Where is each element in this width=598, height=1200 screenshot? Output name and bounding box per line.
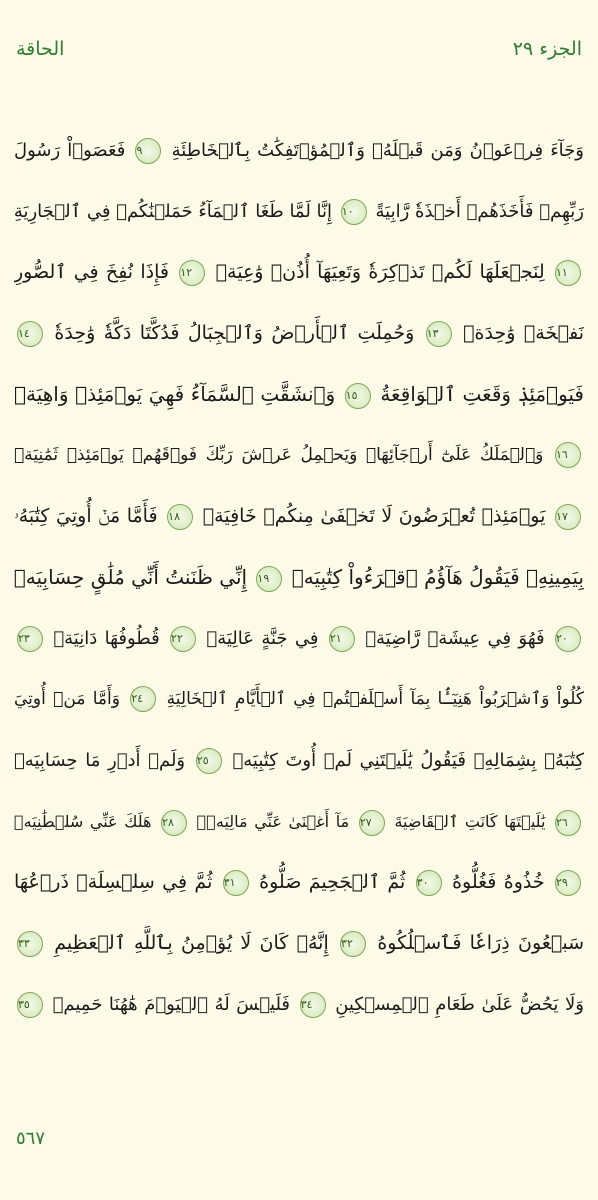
ayah-number-marker: ٩ — [135, 138, 161, 164]
ayah-number-marker: ٢١ — [329, 626, 355, 652]
verse-text: فَهُوَ فِي عِيشَةٖ رَّاضِيَةٖ — [365, 628, 545, 649]
ayah-number-marker: ١٦ — [555, 442, 581, 468]
ayah-number-marker: ٣٣ — [17, 931, 43, 957]
verse-text: نَفۡخَةٞ وَٰحِدَةٞ — [463, 322, 584, 344]
verse-line — [14, 242, 584, 303]
verse-line — [14, 425, 584, 486]
verse-text: فَإِذَا نُفِخَ فِي ٱلصُّورِ — [14, 261, 170, 283]
juz-label: الجزء ٢٩ — [512, 38, 582, 60]
verse-text: إِنَّا لَمَّا طَغَا ٱلۡمَآءُ حَمَلۡنَٰكُمۡ فِي ٱلۡجَارِيَةِ — [14, 201, 333, 222]
verse-text: وَلَا يَحُضُّ عَلَىٰ طَعَامِ ٱلۡمِسۡكِينِ — [335, 994, 584, 1015]
ayah-number-marker: ٢٧ — [359, 810, 385, 836]
verse-line — [14, 181, 584, 242]
verse-text: كِتَٰبَهُۥ بِشِمَالِهِۦ فَيَقُولُ يَٰلَيۡتَنِي لَمۡ أُوتَ كِتَٰبِيَهۡ — [232, 750, 584, 771]
ayah-number-marker: ٢٦ — [555, 810, 581, 836]
verse-text: كُلُواْ وَٱشۡرَبُواْ هَنِيٓـَٔۢا بِمَآ أَسۡلَفۡتُمۡ فِي ٱلۡأَيَّامِ ٱلۡخَالِيَةِ — [166, 689, 584, 709]
verse-line — [14, 669, 584, 730]
verse-text: وَحُمِلَتِ ٱلۡأَرۡضُ وَٱلۡجِبَالُ فَدُكَّتَا دَكَّةٗ وَٰحِدَةٗ — [54, 322, 415, 344]
verse-line — [14, 608, 584, 669]
ayah-number-marker: ١٤ — [17, 321, 43, 347]
verse-text: إِنَّهُۥ كَانَ لَا يُؤۡمِنُ بِٱللَّهِ ٱلۡعَظِيمِ — [54, 932, 329, 954]
verse-text: هَلَكَ عَنِّي سُلۡطَٰنِيَهۡ — [14, 812, 152, 831]
verse-line — [14, 120, 584, 181]
verse-line — [14, 547, 584, 608]
verse-text: وَٱلۡمَلَكُ عَلَىٰٓ أَرۡجَآئِهَاۚ وَيَحۡمِلُ عَرۡشَ رَبِّكَ فَوۡقَهُمۡ يَوۡمَئِذٖ ثَمَٰنِيَةٞ — [14, 445, 544, 465]
ayah-number-marker: ٢٣ — [17, 626, 43, 652]
ayah-number-marker: ١٥ — [345, 383, 371, 409]
ayah-number-marker: ١٠ — [341, 199, 367, 225]
verse-line — [14, 913, 584, 974]
verse-text: فِي جَنَّةٍ عَالِيَةٖ — [206, 628, 319, 649]
verse-text: رَبِّهِمۡ فَأَخَذَهُمۡ أَخۡذَةٗ رَّابِيَةً — [375, 201, 584, 222]
ayah-number-marker: ١٢ — [179, 260, 205, 286]
verse-text: وَلَمۡ أَدۡرِ مَا حِسَابِيَهۡ — [14, 750, 186, 771]
verse-text: بِيَمِينِهِۦ فَيَقُولُ هَآؤُمُ ٱقۡرَءُواْ كِتَٰبِيَهۡ — [291, 565, 584, 589]
ayah-number-marker: ١١ — [555, 260, 581, 286]
page-header — [0, 28, 598, 68]
ayah-number-marker: ١٨ — [167, 504, 193, 530]
verse-text: وَأَمَّا مَنۡ أُوتِيَ — [14, 689, 120, 709]
ayah-number-marker: ٢٨ — [161, 810, 187, 836]
verse-text: إِنِّي ظَنَنتُ أَنِّي مُلَٰقٍ حِسَابِيَهۡ — [14, 565, 248, 589]
verse-line — [14, 791, 584, 852]
verse-line — [14, 303, 584, 364]
verse-line — [14, 730, 584, 791]
surah-name: الحاقة — [16, 38, 65, 60]
verse-line — [14, 974, 584, 1035]
verse-text: سَبۡعُونَ ذِرَاعٗا فَٱسۡلُكُوهُ — [377, 932, 584, 954]
verse-text: مَآ أَغۡنَىٰ عَنِّي مَالِيَهۡۜ — [196, 812, 350, 831]
ayah-number-marker: ٢٩ — [555, 870, 581, 896]
verse-text: وَجَآءَ فِرۡعَوۡنُ وَمَن قَبۡلَهُۥ وَٱلۡمُؤۡتَفِكَٰتُ بِٱلۡخَاطِئَةِ — [171, 140, 584, 161]
verse-text: لِنَجۡعَلَهَا لَكُمۡ تَذۡكِرَةٗ وَتَعِيَهَآ أُذُنٞ وَٰعِيَةٞ — [215, 261, 545, 283]
verse-line — [14, 852, 584, 913]
verse-text: فَيَوۡمَئِذٖ وَقَعَتِ ٱلۡوَاقِعَةُ — [380, 382, 584, 406]
verse-text: فَلَيۡسَ لَهُ ٱلۡيَوۡمَ هَٰهُنَا حَمِيمٞ — [52, 994, 291, 1015]
ayah-number-marker: ٣٠ — [416, 870, 442, 896]
verse-text: فَعَصَوۡاْ رَسُولَ — [14, 140, 126, 161]
ayah-number-marker: ٣١ — [223, 870, 249, 896]
verse-line — [14, 486, 584, 547]
verse-text: خُذُوهُ فَغُلُّوهُ — [452, 871, 545, 893]
quran-text-block — [14, 120, 584, 1035]
ayah-number-marker: ٢٤ — [130, 686, 156, 712]
verse-text: ثُمَّ فِي سِلۡسِلَةٖ ذَرۡعُهَا — [14, 871, 213, 893]
ayah-number-marker: ٢٠ — [555, 626, 581, 652]
ayah-number-marker: ٣٢ — [340, 931, 366, 957]
ayah-number-marker: ٢٢ — [170, 626, 196, 652]
verse-text: يَٰلَيۡتَهَا كَانَتِ ٱلۡقَاضِيَةَ — [394, 812, 546, 831]
verse-text: يَوۡمَئِذٖ تُعۡرَضُونَ لَا تَخۡفَىٰ مِنكُمۡ خَافِيَةٞ — [202, 505, 546, 527]
ayah-number-marker: ١٧ — [555, 504, 581, 530]
verse-text: ثُمَّ ٱلۡجَحِيمَ صَلُّوهُ — [259, 871, 406, 893]
ayah-number-marker: ١٩ — [256, 566, 282, 592]
verse-text: وَٱنشَقَّتِ ٱلسَّمَآءُ فَهِيَ يَوۡمَئِذٖ وَاهِيَةٞ — [14, 382, 336, 406]
verse-line — [14, 364, 584, 425]
ayah-number-marker: ٢٥ — [196, 748, 222, 774]
ayah-number-marker: ٣٤ — [300, 992, 326, 1018]
verse-text: قُطُوفُهَا دَانِيَةٞ — [53, 628, 160, 649]
page-number: ٥٦٧ — [16, 1128, 46, 1149]
ayah-number-marker: ٣٥ — [17, 992, 43, 1018]
verse-text: فَأَمَّا مَنۡ أُوتِيَ كِتَٰبَهُۥ — [14, 505, 158, 527]
ayah-number-marker: ١٣ — [426, 321, 452, 347]
